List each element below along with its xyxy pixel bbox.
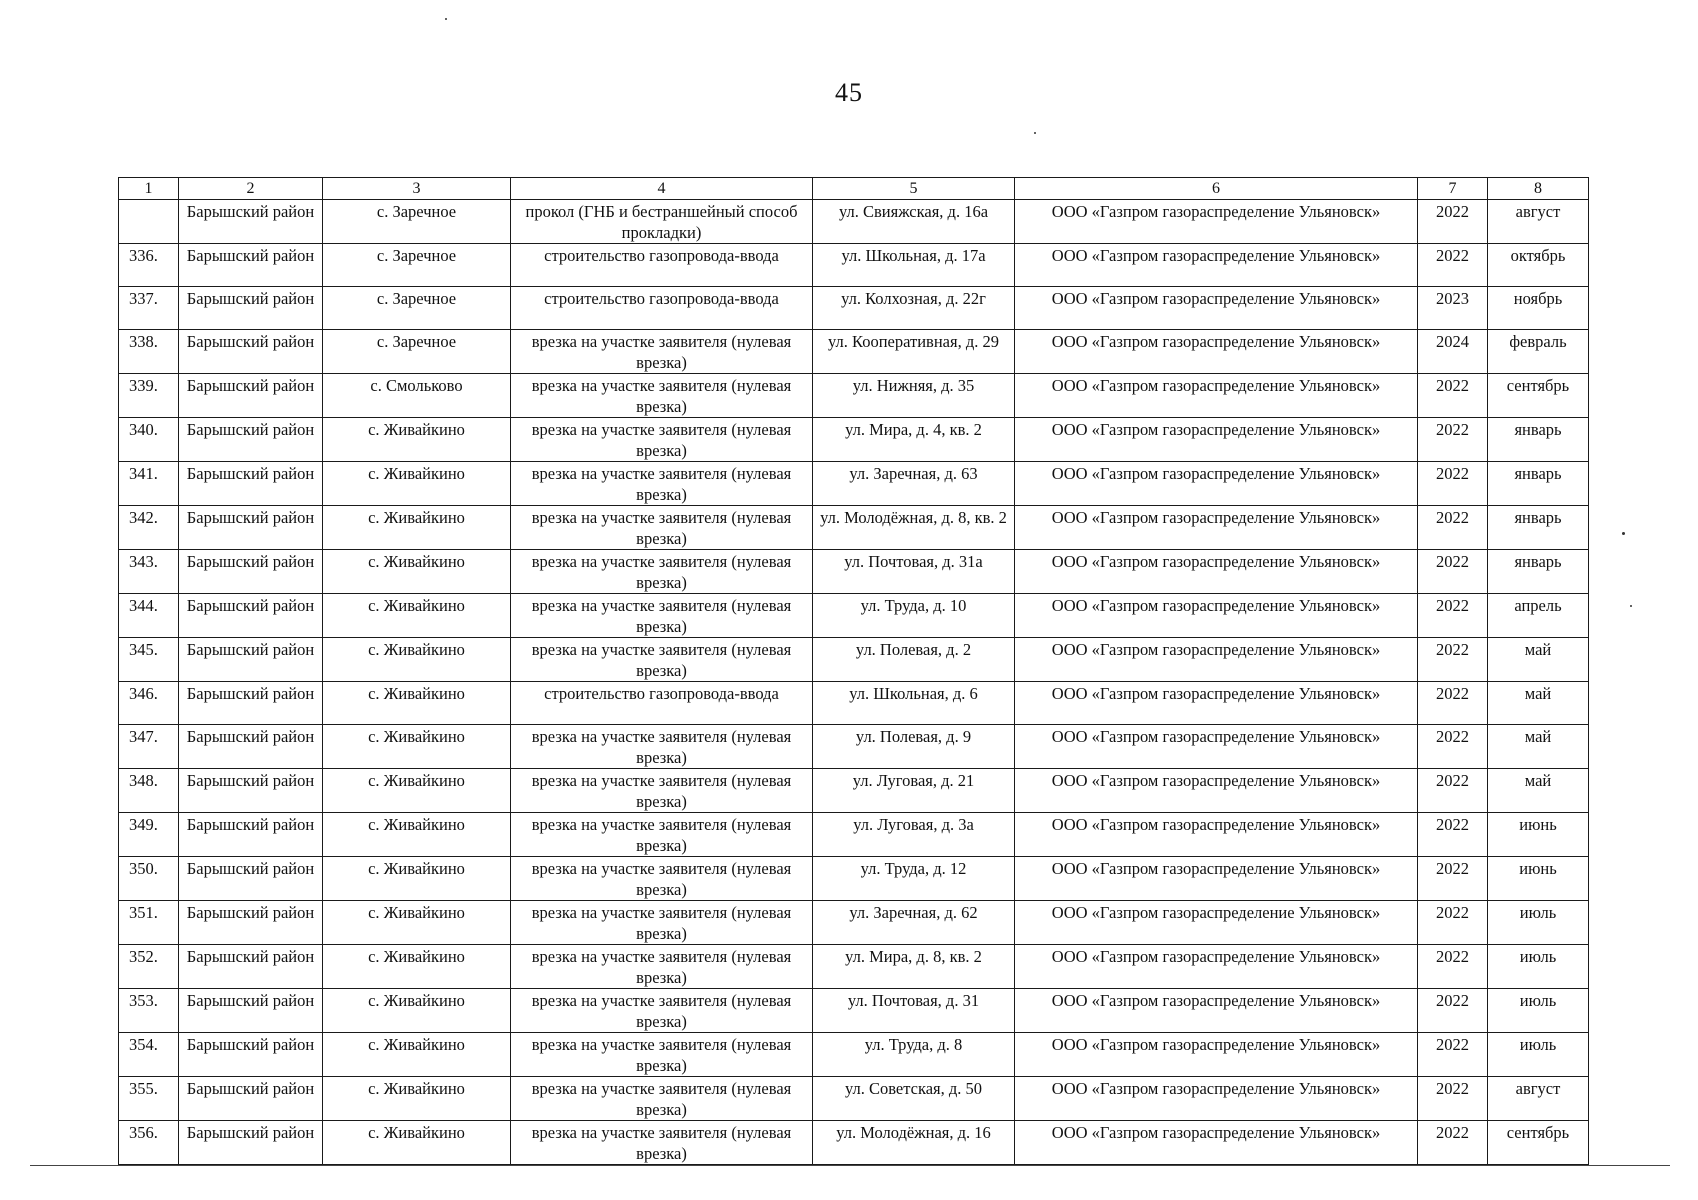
address-cell: ул. Полевая, д. 9: [813, 725, 1015, 769]
organization-cell: ООО «Газпром газораспределение Ульяновск»: [1015, 901, 1418, 945]
row-number-cell: 350.: [119, 857, 179, 901]
table-row: [119, 1121, 1589, 1165]
district-cell: Барышский район: [179, 594, 323, 638]
scan-speck: [1622, 532, 1625, 535]
work-type-cell: врезка на участке заявителя (нулевая врезка): [511, 1033, 813, 1077]
row-number-cell: 342.: [119, 506, 179, 550]
row-number-cell: 346.: [119, 682, 179, 725]
address-cell: ул. Полевая, д. 2: [813, 638, 1015, 682]
row-number-cell: 337.: [119, 287, 179, 330]
table-row: [119, 813, 1589, 857]
month-cell: январь: [1488, 550, 1589, 594]
row-number-cell: 353.: [119, 989, 179, 1033]
year-cell: 2022: [1418, 244, 1488, 287]
address-cell: ул. Колхозная, д. 22г: [813, 287, 1015, 330]
village-cell: с. Живайкино: [323, 506, 511, 550]
work-type-cell: врезка на участке заявителя (нулевая врезка): [511, 550, 813, 594]
organization-cell: ООО «Газпром газораспределение Ульяновск»: [1015, 857, 1418, 901]
organization-cell: ООО «Газпром газораспределение Ульяновск»: [1015, 462, 1418, 506]
column-header-4: 4: [511, 178, 813, 200]
village-cell: с. Живайкино: [323, 1077, 511, 1121]
schedule-table-container: [118, 177, 1588, 1165]
work-type-cell: врезка на участке заявителя (нулевая врезка): [511, 462, 813, 506]
organization-cell: ООО «Газпром газораспределение Ульяновск»: [1015, 769, 1418, 813]
work-type-cell: врезка на участке заявителя (нулевая врезка): [511, 989, 813, 1033]
month-cell: май: [1488, 638, 1589, 682]
village-cell: с. Живайкино: [323, 682, 511, 725]
address-cell: ул. Труда, д. 8: [813, 1033, 1015, 1077]
year-cell: 2022: [1418, 1077, 1488, 1121]
organization-cell: ООО «Газпром газораспределение Ульяновск»: [1015, 506, 1418, 550]
column-header-8: 8: [1488, 178, 1589, 200]
column-header-2: 2: [179, 178, 323, 200]
table-row: [119, 244, 1589, 287]
year-cell: 2022: [1418, 989, 1488, 1033]
page-number: 45: [835, 78, 863, 107]
row-number-cell: 338.: [119, 330, 179, 374]
month-cell: май: [1488, 725, 1589, 769]
table-row: [119, 200, 1589, 244]
work-type-cell: врезка на участке заявителя (нулевая врезка): [511, 1121, 813, 1165]
organization-cell: ООО «Газпром газораспределение Ульяновск»: [1015, 287, 1418, 330]
row-number-cell: 349.: [119, 813, 179, 857]
scan-speck: [1630, 605, 1632, 607]
month-cell: сентябрь: [1488, 1121, 1589, 1165]
scan-speck: [1034, 132, 1036, 134]
district-cell: Барышский район: [179, 1121, 323, 1165]
year-cell: 2022: [1418, 550, 1488, 594]
column-header-7: 7: [1418, 178, 1488, 200]
month-cell: июль: [1488, 1033, 1589, 1077]
village-cell: с. Живайкино: [323, 550, 511, 594]
year-cell: 2022: [1418, 901, 1488, 945]
row-number-cell: 355.: [119, 1077, 179, 1121]
year-cell: 2022: [1418, 682, 1488, 725]
village-cell: с. Живайкино: [323, 813, 511, 857]
table-row: [119, 462, 1589, 506]
district-cell: Барышский район: [179, 462, 323, 506]
district-cell: Барышский район: [179, 769, 323, 813]
table-row: [119, 682, 1589, 725]
organization-cell: ООО «Газпром газораспределение Ульяновск»: [1015, 813, 1418, 857]
address-cell: ул. Советская, д. 50: [813, 1077, 1015, 1121]
district-cell: Барышский район: [179, 330, 323, 374]
row-number-cell: 352.: [119, 945, 179, 989]
district-cell: Барышский район: [179, 725, 323, 769]
village-cell: с. Живайкино: [323, 594, 511, 638]
work-type-cell: врезка на участке заявителя (нулевая врезка): [511, 901, 813, 945]
table-header: [119, 178, 1589, 200]
organization-cell: ООО «Газпром газораспределение Ульяновск»: [1015, 550, 1418, 594]
address-cell: ул. Нижняя, д. 35: [813, 374, 1015, 418]
year-cell: 2022: [1418, 594, 1488, 638]
work-type-cell: строительство газопровода-ввода: [511, 682, 813, 725]
district-cell: Барышский район: [179, 901, 323, 945]
row-number-cell: 354.: [119, 1033, 179, 1077]
row-number-cell: 340.: [119, 418, 179, 462]
work-type-cell: врезка на участке заявителя (нулевая врезка): [511, 330, 813, 374]
work-type-cell: врезка на участке заявителя (нулевая врезка): [511, 418, 813, 462]
work-type-cell: врезка на участке заявителя (нулевая врезка): [511, 945, 813, 989]
address-cell: ул. Заречная, д. 62: [813, 901, 1015, 945]
organization-cell: ООО «Газпром газораспределение Ульяновск»: [1015, 244, 1418, 287]
year-cell: 2022: [1418, 769, 1488, 813]
month-cell: октябрь: [1488, 244, 1589, 287]
village-cell: с. Заречное: [323, 200, 511, 244]
column-header-6: 6: [1015, 178, 1418, 200]
month-cell: июнь: [1488, 813, 1589, 857]
village-cell: с. Живайкино: [323, 1121, 511, 1165]
organization-cell: ООО «Газпром газораспределение Ульяновск»: [1015, 945, 1418, 989]
year-cell: 2022: [1418, 418, 1488, 462]
organization-cell: ООО «Газпром газораспределение Ульяновск»: [1015, 418, 1418, 462]
district-cell: Барышский район: [179, 857, 323, 901]
year-cell: 2022: [1418, 1033, 1488, 1077]
month-cell: май: [1488, 769, 1589, 813]
address-cell: ул. Молодёжная, д. 8, кв. 2: [813, 506, 1015, 550]
table-row: [119, 769, 1589, 813]
table-row: [119, 857, 1589, 901]
year-cell: 2022: [1418, 638, 1488, 682]
district-cell: Барышский район: [179, 989, 323, 1033]
month-cell: июль: [1488, 901, 1589, 945]
row-number-cell: 343.: [119, 550, 179, 594]
village-cell: с. Живайкино: [323, 638, 511, 682]
address-cell: ул. Школьная, д. 6: [813, 682, 1015, 725]
month-cell: май: [1488, 682, 1589, 725]
organization-cell: ООО «Газпром газораспределение Ульяновск»: [1015, 682, 1418, 725]
village-cell: с. Заречное: [323, 244, 511, 287]
table-row: [119, 901, 1589, 945]
year-cell: 2023: [1418, 287, 1488, 330]
scan-bottom-line: [30, 1165, 1670, 1166]
village-cell: с. Заречное: [323, 287, 511, 330]
month-cell: сентябрь: [1488, 374, 1589, 418]
village-cell: с. Живайкино: [323, 857, 511, 901]
month-cell: июнь: [1488, 857, 1589, 901]
address-cell: ул. Луговая, д. 3а: [813, 813, 1015, 857]
year-cell: 2022: [1418, 813, 1488, 857]
year-cell: 2022: [1418, 506, 1488, 550]
village-cell: с. Живайкино: [323, 901, 511, 945]
work-type-cell: врезка на участке заявителя (нулевая врезка): [511, 506, 813, 550]
header-row: [119, 178, 1589, 200]
village-cell: с. Живайкино: [323, 725, 511, 769]
work-type-cell: врезка на участке заявителя (нулевая врезка): [511, 1077, 813, 1121]
month-cell: январь: [1488, 506, 1589, 550]
district-cell: Барышский район: [179, 287, 323, 330]
table-row: [119, 1033, 1589, 1077]
district-cell: Барышский район: [179, 813, 323, 857]
address-cell: ул. Заречная, д. 63: [813, 462, 1015, 506]
table-row: [119, 989, 1589, 1033]
row-number-cell: 345.: [119, 638, 179, 682]
village-cell: с. Живайкино: [323, 1033, 511, 1077]
address-cell: ул. Мира, д. 8, кв. 2: [813, 945, 1015, 989]
table-row: [119, 374, 1589, 418]
organization-cell: ООО «Газпром газораспределение Ульяновск»: [1015, 638, 1418, 682]
year-cell: 2022: [1418, 374, 1488, 418]
organization-cell: ООО «Газпром газораспределение Ульяновск»: [1015, 330, 1418, 374]
row-number-cell: 351.: [119, 901, 179, 945]
district-cell: Барышский район: [179, 1077, 323, 1121]
table-row: [119, 287, 1589, 330]
village-cell: с. Живайкино: [323, 769, 511, 813]
address-cell: ул. Свияжская, д. 16а: [813, 200, 1015, 244]
address-cell: ул. Кооперативная, д. 29: [813, 330, 1015, 374]
scan-speck: [445, 18, 447, 20]
row-number-cell: 336.: [119, 244, 179, 287]
table-row: [119, 945, 1589, 989]
work-type-cell: врезка на участке заявителя (нулевая врезка): [511, 638, 813, 682]
table-row: [119, 638, 1589, 682]
work-type-cell: врезка на участке заявителя (нулевая врезка): [511, 374, 813, 418]
column-header-1: 1: [119, 178, 179, 200]
month-cell: июль: [1488, 945, 1589, 989]
month-cell: ноябрь: [1488, 287, 1589, 330]
district-cell: Барышский район: [179, 244, 323, 287]
table-row: [119, 418, 1589, 462]
row-number-cell: 348.: [119, 769, 179, 813]
village-cell: с. Живайкино: [323, 989, 511, 1033]
work-type-cell: строительство газопровода-ввода: [511, 287, 813, 330]
row-number-cell: 344.: [119, 594, 179, 638]
table-row: [119, 725, 1589, 769]
village-cell: с. Живайкино: [323, 945, 511, 989]
district-cell: Барышский район: [179, 682, 323, 725]
address-cell: ул. Молодёжная, д. 16: [813, 1121, 1015, 1165]
district-cell: Барышский район: [179, 638, 323, 682]
district-cell: Барышский район: [179, 945, 323, 989]
village-cell: с. Живайкино: [323, 418, 511, 462]
table-row: [119, 1077, 1589, 1121]
district-cell: Барышский район: [179, 550, 323, 594]
address-cell: ул. Школьная, д. 17а: [813, 244, 1015, 287]
organization-cell: ООО «Газпром газораспределение Ульяновск»: [1015, 725, 1418, 769]
year-cell: 2022: [1418, 725, 1488, 769]
row-number-cell: 356.: [119, 1121, 179, 1165]
address-cell: ул. Мира, д. 4, кв. 2: [813, 418, 1015, 462]
month-cell: февраль: [1488, 330, 1589, 374]
work-type-cell: строительство газопровода-ввода: [511, 244, 813, 287]
year-cell: 2022: [1418, 945, 1488, 989]
work-type-cell: врезка на участке заявителя (нулевая врезка): [511, 725, 813, 769]
work-type-cell: врезка на участке заявителя (нулевая врезка): [511, 813, 813, 857]
month-cell: август: [1488, 200, 1589, 244]
row-number-cell: 339.: [119, 374, 179, 418]
address-cell: ул. Луговая, д. 21: [813, 769, 1015, 813]
district-cell: Барышский район: [179, 506, 323, 550]
row-number-cell: [119, 200, 179, 244]
year-cell: 2022: [1418, 1121, 1488, 1165]
year-cell: 2022: [1418, 462, 1488, 506]
address-cell: ул. Труда, д. 10: [813, 594, 1015, 638]
organization-cell: ООО «Газпром газораспределение Ульяновск»: [1015, 989, 1418, 1033]
work-type-cell: врезка на участке заявителя (нулевая врезка): [511, 594, 813, 638]
table-row: [119, 594, 1589, 638]
address-cell: ул. Почтовая, д. 31: [813, 989, 1015, 1033]
organization-cell: ООО «Газпром газораспределение Ульяновск»: [1015, 374, 1418, 418]
table-row: [119, 506, 1589, 550]
gas-connection-schedule-table: [118, 177, 1589, 1165]
year-cell: 2022: [1418, 200, 1488, 244]
year-cell: 2024: [1418, 330, 1488, 374]
work-type-cell: врезка на участке заявителя (нулевая врезка): [511, 857, 813, 901]
organization-cell: ООО «Газпром газораспределение Ульяновск»: [1015, 1077, 1418, 1121]
month-cell: август: [1488, 1077, 1589, 1121]
row-number-cell: 341.: [119, 462, 179, 506]
month-cell: январь: [1488, 462, 1589, 506]
row-number-cell: 347.: [119, 725, 179, 769]
organization-cell: ООО «Газпром газораспределение Ульяновск»: [1015, 1033, 1418, 1077]
organization-cell: ООО «Газпром газораспределение Ульяновск»: [1015, 1121, 1418, 1165]
district-cell: Барышский район: [179, 1033, 323, 1077]
organization-cell: ООО «Газпром газораспределение Ульяновск»: [1015, 594, 1418, 638]
district-cell: Барышский район: [179, 374, 323, 418]
column-header-5: 5: [813, 178, 1015, 200]
address-cell: ул. Труда, д. 12: [813, 857, 1015, 901]
organization-cell: ООО «Газпром газораспределение Ульяновск»: [1015, 200, 1418, 244]
month-cell: июль: [1488, 989, 1589, 1033]
village-cell: с. Живайкино: [323, 462, 511, 506]
table-body: [119, 200, 1589, 1165]
district-cell: Барышский район: [179, 200, 323, 244]
address-cell: ул. Почтовая, д. 31а: [813, 550, 1015, 594]
district-cell: Барышский район: [179, 418, 323, 462]
year-cell: 2022: [1418, 857, 1488, 901]
village-cell: с. Смольково: [323, 374, 511, 418]
work-type-cell: прокол (ГНБ и бестраншейный способ прокладки): [511, 200, 813, 244]
table-row: [119, 330, 1589, 374]
month-cell: апрель: [1488, 594, 1589, 638]
work-type-cell: врезка на участке заявителя (нулевая врезка): [511, 769, 813, 813]
table-row: [119, 550, 1589, 594]
month-cell: январь: [1488, 418, 1589, 462]
village-cell: с. Заречное: [323, 330, 511, 374]
column-header-3: 3: [323, 178, 511, 200]
